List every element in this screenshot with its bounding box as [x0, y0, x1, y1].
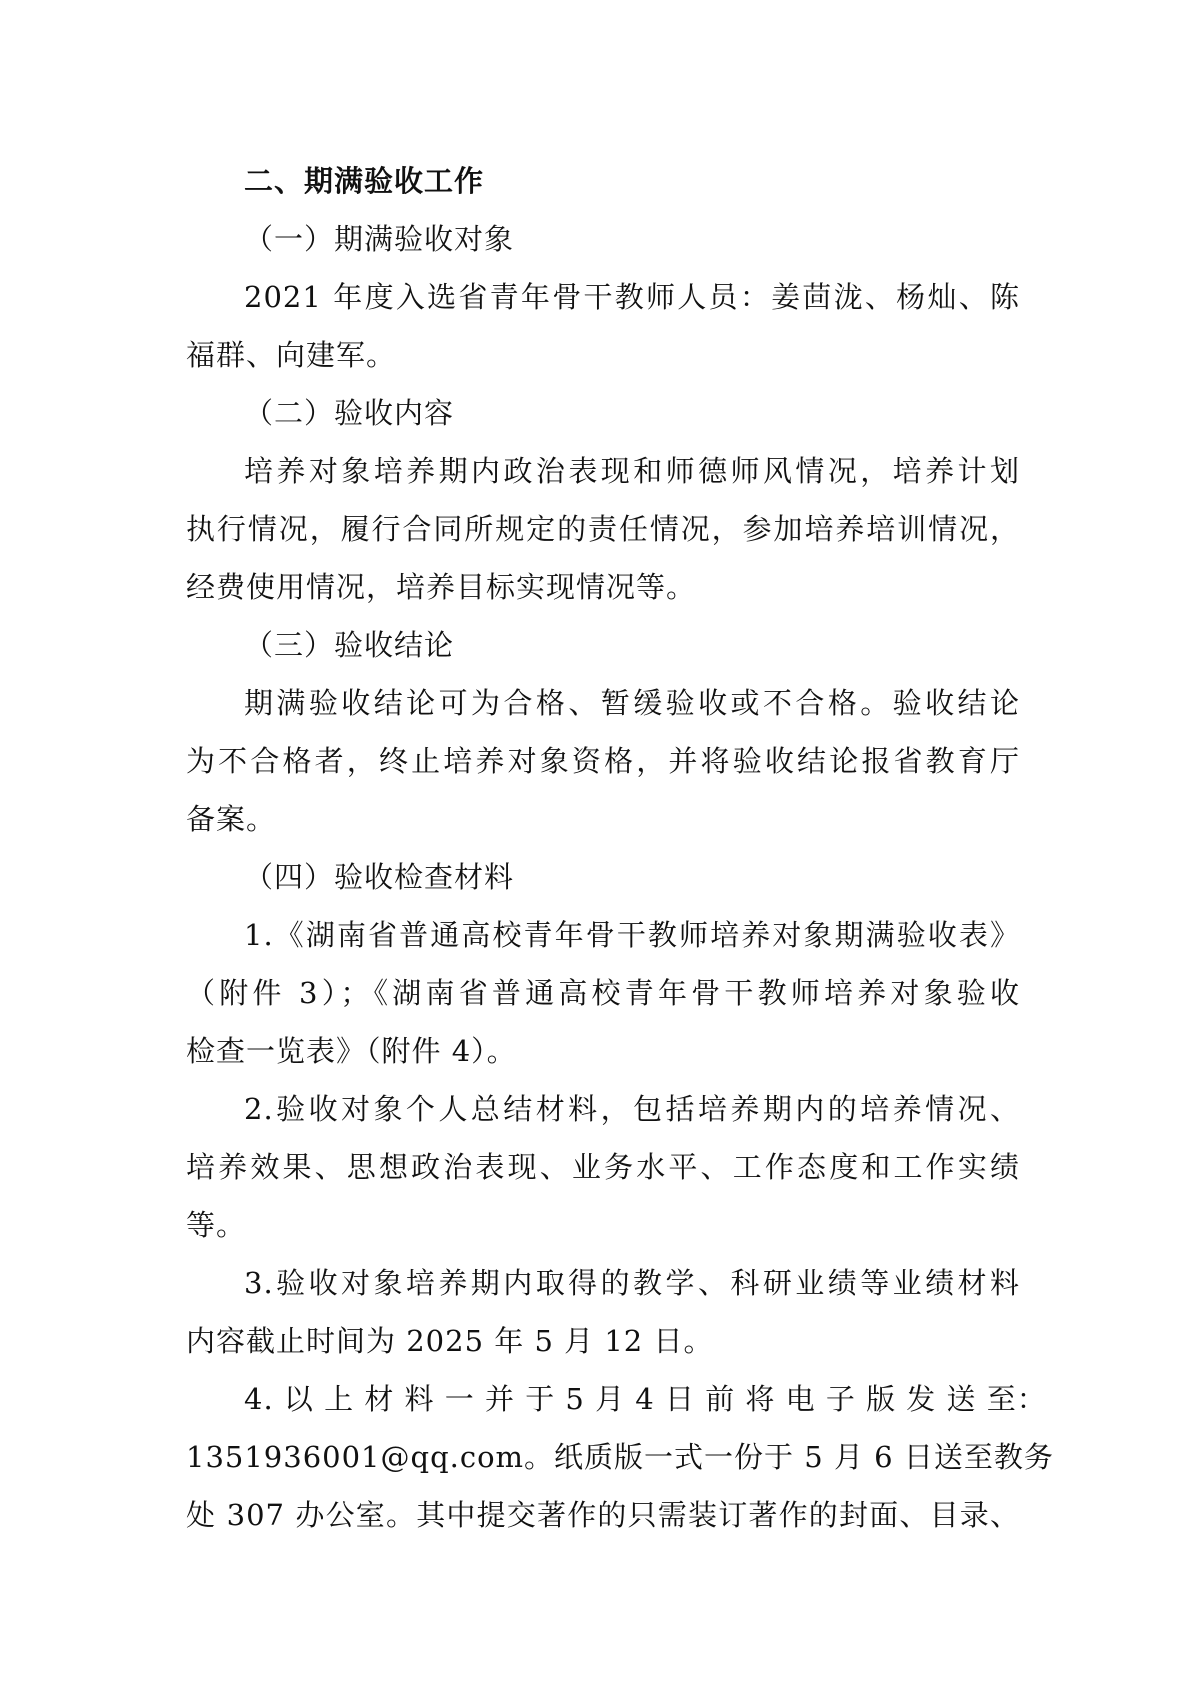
paragraph-line: 3.验收对象培养期内取得的教学、科研业绩等业绩材料 — [244, 1266, 1020, 1300]
paragraph-4-2 — [186, 1080, 1020, 1254]
paragraph-line: 等。 — [186, 1208, 247, 1242]
subsection-heading-2: （二）验收内容 — [244, 396, 455, 430]
paragraph-4-4 — [186, 1370, 1054, 1544]
paragraph-4-1 — [186, 906, 1020, 1080]
paragraph-4-3 — [186, 1254, 1020, 1370]
paragraph-1 — [186, 268, 1020, 384]
paragraph-line: （附件 3）；《湖南省普通高校青年骨干教师培养对象验收 — [186, 976, 1020, 1010]
section-title: 二、期满验收工作 — [244, 164, 485, 198]
paragraph-line: 1.《湖南省普通高校青年骨干教师培养对象期满验收表》 — [244, 918, 1020, 952]
paragraph-line: 检查一览表》（附件 4）。 — [186, 1034, 517, 1068]
subsection-heading-1: （一）期满验收对象 — [244, 222, 515, 256]
paragraph-2 — [186, 442, 1020, 616]
paragraph-line: 培养对象培养期内政治表现和师德师风情况，培养计划 — [244, 454, 1020, 488]
document-body — [186, 152, 1054, 1544]
subsection-heading-4: （四）验收检查材料 — [244, 860, 515, 894]
paragraph-line: 4. 以 上 材 料 一 并 于 5 月 4 日 前 将 电 子 版 发 送 至： — [244, 1382, 1047, 1416]
paragraph-line: 2021 年度入选省青年骨干教师人员：姜茴泷、杨灿、陈 — [244, 280, 1020, 314]
paragraph-line: 培养效果、思想政治表现、业务水平、工作态度和工作实绩 — [186, 1150, 1020, 1184]
paragraph-line: 执行情况，履行合同所规定的责任情况，参加培养培训情况， — [186, 512, 1020, 546]
paragraph-line: 福群、向建军。 — [186, 338, 397, 372]
paragraph-line: 经费使用情况，培养目标实现情况等。 — [186, 570, 697, 604]
paragraph-3 — [186, 674, 1020, 848]
paragraph-line: 备案。 — [186, 802, 277, 836]
paragraph-line: 期满验收结论可为合格、暂缓验收或不合格。验收结论 — [244, 686, 1020, 720]
paragraph-line: 为不合格者，终止培养对象资格，并将验收结论报省教育厅 — [186, 744, 1020, 778]
paragraph-line: 内容截止时间为 2025 年 5 月 12 日。 — [186, 1324, 714, 1358]
paragraph-line: 处 307 办公室。其中提交著作的只需装订著作的封面、目录、 — [186, 1498, 1020, 1532]
paragraph-line: 1351936001@qq.com。纸质版一式一份于 5 月 6 日送至教务 — [186, 1440, 1054, 1474]
paragraph-line: 2.验收对象个人总结材料，包括培养期内的培养情况、 — [244, 1092, 1020, 1126]
subsection-heading-3: （三）验收结论 — [244, 628, 455, 662]
